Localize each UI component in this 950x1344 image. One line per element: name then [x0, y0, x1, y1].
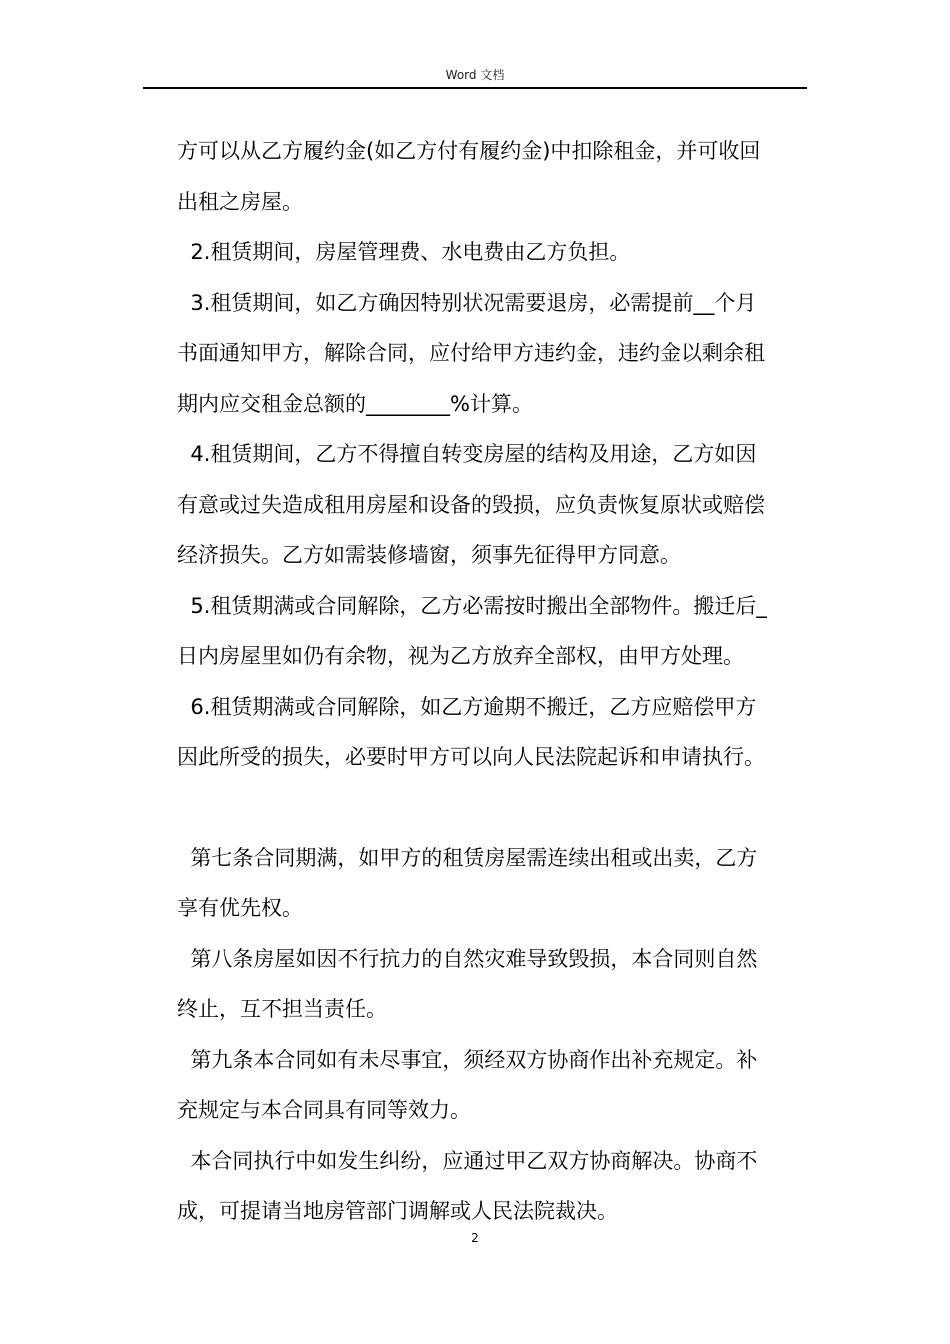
- paragraph-spacer: [177, 783, 807, 833]
- paragraph-clause-5: 5.租赁期满或合同解除，乙方必需按时搬出全部物件。搬迁后_ 日内房屋里如仍有余物，视为乙方放弃全部权，由甲方处理。: [177, 593, 767, 668]
- paragraph-article-7: 第七条合同期满，如甲方的租赁房屋需连续出租或出卖，乙方 享有优先权。: [177, 845, 758, 920]
- page-number: 2: [471, 1231, 479, 1245]
- paragraph-article-9: 第九条本合同如有未尽事宜，须经双方协商作出补充规定。补 充规定与本合同具有同等效力。: [177, 1047, 758, 1122]
- page-header-title: Word 文档: [445, 68, 505, 82]
- paragraph-clause-2: 2.租赁期间，房屋管理费、水电费由乙方负担。: [177, 240, 631, 264]
- document-body: [177, 126, 807, 1237]
- paragraph-rent-deduction: 方可以从乙方履约金(如乙方付有履约金)中扣除租金，并可收回 出租之房屋。: [177, 139, 761, 214]
- paragraph-clause-3: 3.租赁期间，如乙方确因特别状况需要退房，必需提前__个月 书面通知甲方，解除合同，应付给甲方违约金，违约金以剩余租 期内应交租金总额的________%计算。: [177, 290, 765, 416]
- paragraph-dispute-resolution: 本合同执行中如发生纠纷，应通过甲乙双方协商解决。协商不 成，可提请当地房管部门调解或人民法院裁决。: [177, 1148, 758, 1223]
- paragraph-clause-6: 6.租赁期满或合同解除，如乙方逾期不搬迁，乙方应赔偿甲方 因此所受的损失，必要时甲方可以向人民法院起诉和申请执行。: [177, 694, 765, 769]
- paragraph-clause-4: 4.租赁期间，乙方不得擅自转变房屋的结构及用途，乙方如因 有意或过失造成租用房屋和设备的毁损，应负责恢复原状或赔偿 经济损失。乙方如需装修墙窗，须事先征得甲方同意。: [177, 442, 765, 567]
- paragraph-article-8: 第八条房屋如因不行抗力的自然灾难导致毁损，本合同则自然 终止，互不担当责任。: [177, 946, 758, 1021]
- header-divider: [143, 87, 807, 89]
